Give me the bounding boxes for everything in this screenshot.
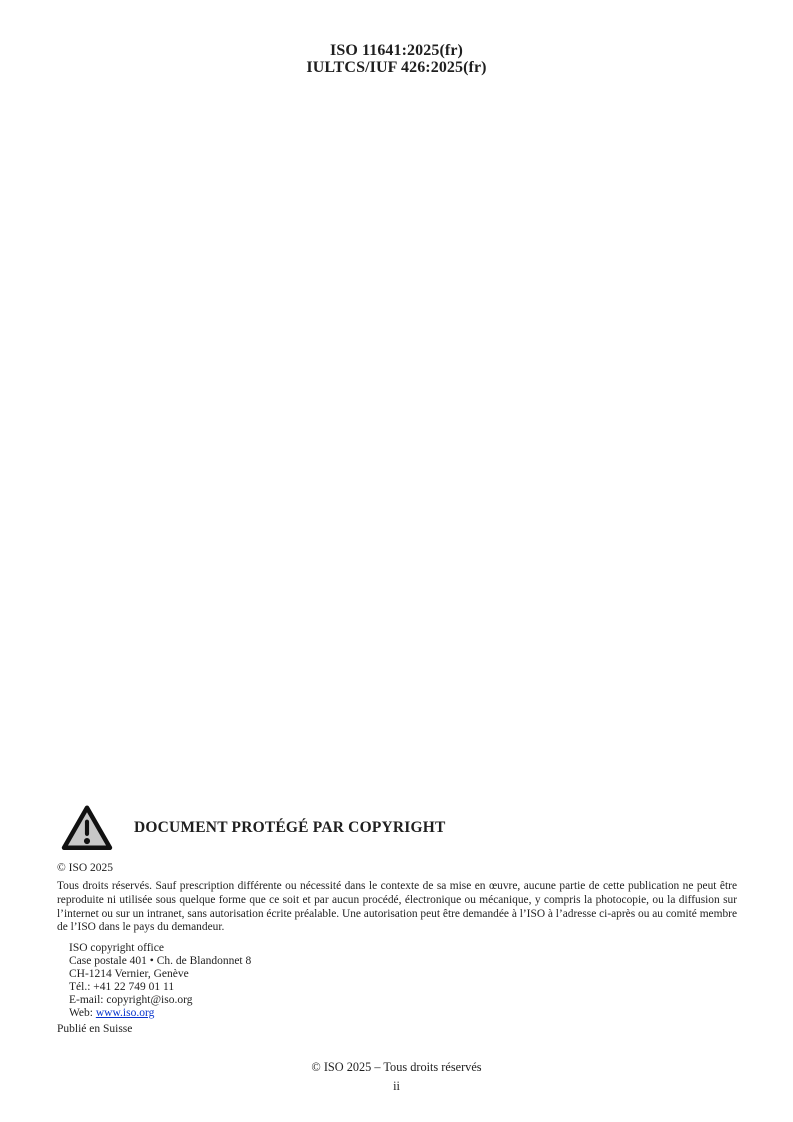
copyright-warning-row	[60, 803, 737, 853]
document-footer	[0, 1058, 793, 1095]
copyright-section	[57, 803, 737, 1036]
copyright-heading: DOCUMENT PROTÉGÉ PAR COPYRIGHT	[134, 819, 446, 836]
iso-address-block	[69, 942, 737, 1019]
address-line-web	[69, 1007, 737, 1020]
warning-triangle-icon	[60, 803, 114, 853]
standard-reference-secondary: IULTCS/IUF 426:2025(fr)	[306, 59, 487, 76]
iso-website-link[interactable]: www.iso.org	[95, 1006, 155, 1019]
footer-copyright: © ISO 2025 – Tous droits réservés	[311, 1060, 482, 1074]
published-in-text: Publié en Suisse	[57, 1022, 133, 1035]
web-label: Web:	[69, 1006, 96, 1019]
page-number: ii	[393, 1078, 400, 1093]
address-line-city: CH-1214 Vernier, Genève	[69, 968, 189, 980]
copyright-body-text: Tous droits réservés. Sauf prescription différente ou nécessité dans le contexte de sa mise en œuvre, aucune partie de cette publication ne peut être reproduite ni utilisée sous quelque forme que ce soit et par aucun procédé, électronique ou mécanique, y compris la photocopie, ou la diffusion sur l’internet ou sur un intranet, sans autorisation écrite préalable. Une autorisation peut être demandée à l’ISO à l’adresse ci-après ou au comité membre de l’ISO dans le pays du demandeur.	[57, 880, 738, 934]
address-line-phone: Tél.: +41 22 749 01 11	[69, 980, 175, 993]
standard-reference-primary: ISO 11641:2025(fr)	[330, 42, 463, 59]
address-line-office: ISO copyright office	[69, 942, 164, 955]
address-line-postal: Case postale 401 • Ch. de Blandonnet 8	[69, 955, 252, 968]
document-header	[0, 42, 793, 76]
copyright-notice: © ISO 2025	[57, 862, 114, 874]
address-line-email: E-mail: copyright@iso.org	[69, 993, 193, 1006]
